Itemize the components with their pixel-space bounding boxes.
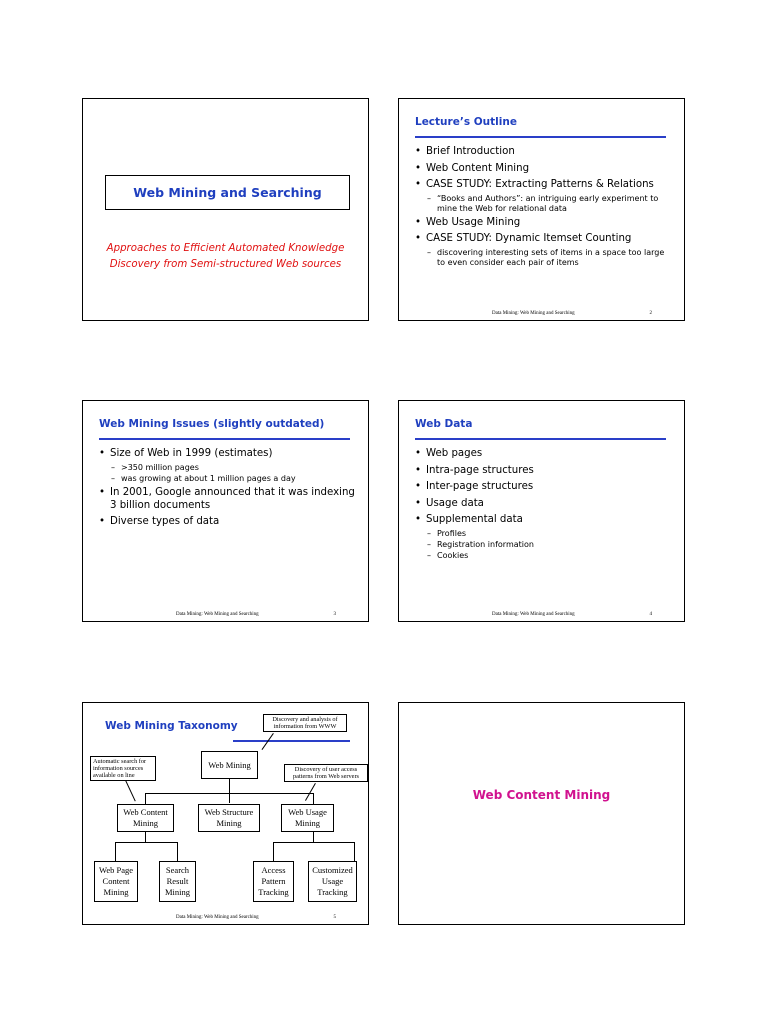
connector-line: [313, 832, 314, 842]
sub-list-item: – >350 million pages: [99, 463, 358, 473]
list-item: • Diverse types of data: [99, 515, 358, 528]
subtitle-line-2: Discovery from Semi-structured Web sources: [109, 259, 342, 270]
node-access-pattern-tracking: Access Pattern Tracking: [253, 861, 294, 902]
node-customized-usage-tracking: Customized Usage Tracking: [308, 861, 357, 902]
node-search-result-mining: Search Result Mining: [159, 861, 196, 902]
callout-www: Discovery and analysis of information from WWW: [263, 714, 347, 732]
list-item: • In 2001, Google announced that it was indexing 3 billion documents: [99, 486, 358, 512]
callout-pointer: [305, 783, 316, 801]
connector-line: [354, 842, 355, 861]
connector-line: [145, 793, 146, 804]
slide-1: [82, 98, 369, 321]
connector-line: [115, 842, 178, 843]
connector-line: [273, 842, 274, 861]
page-number: 3: [333, 612, 336, 617]
callout-usage: Discovery of user access patterns from Web servers: [284, 764, 368, 782]
connector-line: [313, 793, 314, 804]
slide-4: [398, 400, 685, 622]
list-item: • CASE STUDY: Extracting Patterns & Relations: [415, 178, 674, 191]
sub-list-item: – Profiles: [415, 529, 674, 539]
connector-line: [177, 842, 178, 861]
page-number: 2: [649, 311, 652, 316]
slide-3: [82, 400, 369, 622]
node-web-page-content-mining: Web Page Content Mining: [94, 861, 138, 902]
list-item: • Brief Introduction: [415, 145, 674, 158]
slide-title: Web Mining Taxonomy: [105, 720, 238, 732]
bullet-list: [415, 447, 674, 563]
slide-title: Lecture’s Outline: [415, 116, 517, 128]
list-item: • Web Usage Mining: [415, 216, 674, 229]
sub-list-item: – “Books and Authors”: an intriguing early experiment to mine the Web for relational data: [415, 194, 674, 214]
node-web-usage-mining: Web Usage Mining: [281, 804, 334, 832]
footer-text: Data Mining: Web Mining and Searching: [176, 915, 259, 920]
sub-list-item: – Registration information: [415, 540, 674, 550]
sub-list-item: – Cookies: [415, 551, 674, 561]
sub-list-item: – discovering interesting sets of items in a space too large to even consider each pair of items: [415, 248, 674, 268]
footer-text: Data Mining: Web Mining and Searching: [176, 612, 259, 617]
title-rule: [233, 740, 350, 742]
bullet-list: [415, 145, 674, 270]
connector-line: [273, 842, 355, 843]
title-rule: [415, 136, 666, 138]
connector-line: [145, 832, 146, 842]
list-item: • Supplemental data: [415, 513, 674, 526]
slide-5: [82, 702, 369, 925]
callout-content: Automatic search for information sources available on line: [90, 756, 156, 781]
footer-text: Data Mining: Web Mining and Searching: [492, 311, 575, 316]
list-item: • Web Content Mining: [415, 162, 674, 175]
node-web-mining: Web Mining: [201, 751, 258, 779]
slide-subtitle: [83, 241, 368, 273]
list-item: • Intra-page structures: [415, 464, 674, 477]
slide-6: [398, 702, 685, 925]
slide-2: [398, 98, 685, 321]
title-rule: [99, 438, 350, 440]
list-item: • Usage data: [415, 497, 674, 510]
connector-line: [115, 842, 116, 861]
list-item: • CASE STUDY: Dynamic Itemset Counting: [415, 232, 674, 245]
slide-title: Web Content Mining: [472, 788, 611, 802]
connector-line: [229, 779, 230, 803]
subtitle-line-1: Approaches to Efficient Automated Knowledge: [106, 243, 345, 254]
page-number: 4: [649, 612, 652, 617]
bullet-list: [99, 447, 358, 532]
title-rule: [415, 438, 666, 440]
connector-line: [145, 793, 313, 794]
slide-title: Web Mining Issues (slightly outdated): [99, 418, 325, 430]
sub-list-item: – was growing at about 1 million pages a day: [99, 474, 358, 484]
slide-title: Web Data: [415, 418, 473, 430]
list-item: • Web pages: [415, 447, 674, 460]
node-web-content-mining: Web Content Mining: [117, 804, 174, 832]
page-number: 5: [333, 915, 336, 920]
list-item: • Size of Web in 1999 (estimates): [99, 447, 358, 460]
footer-text: Data Mining: Web Mining and Searching: [492, 612, 575, 617]
node-web-structure-mining: Web Structure Mining: [198, 804, 260, 832]
slide-title: Web Mining and Searching: [105, 175, 350, 210]
list-item: • Inter-page structures: [415, 480, 674, 493]
